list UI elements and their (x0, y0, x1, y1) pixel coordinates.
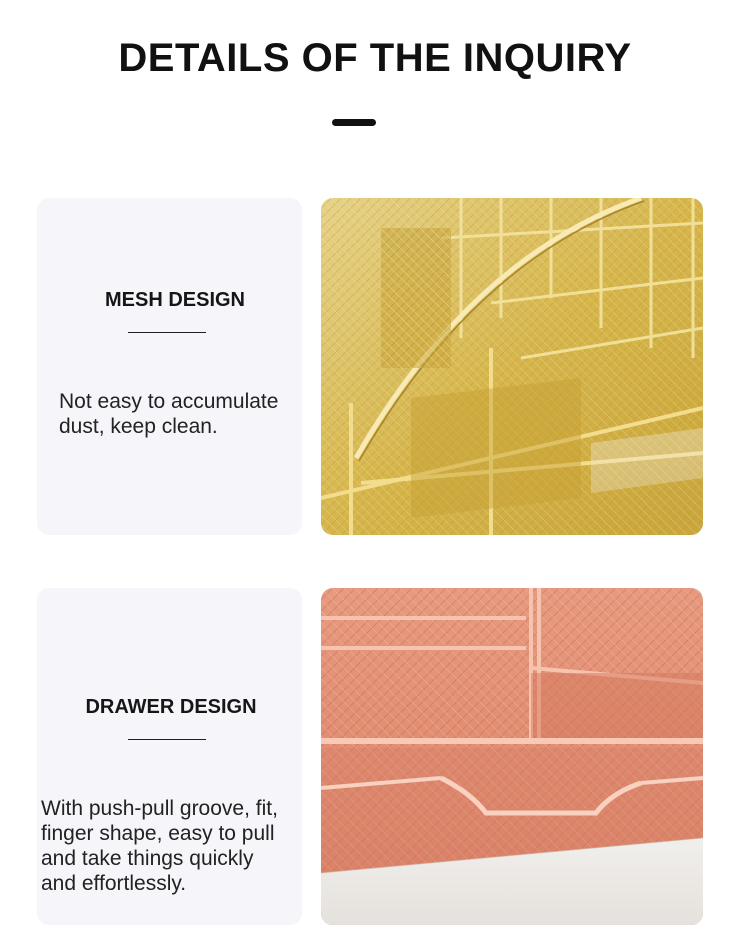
rose-gold-drawer-organizer-photo (321, 588, 703, 925)
drawer-design-divider (128, 739, 206, 740)
mesh-design-card (37, 198, 302, 535)
title-divider (332, 119, 376, 126)
page-title: DETAILS OF THE INQUIRY (118, 36, 632, 80)
mesh-design-description (59, 389, 299, 439)
description-line: and effortlessly. (41, 872, 187, 895)
drawer-design-heading: DRAWER DESIGN (85, 696, 257, 718)
description-line: and take things quickly (41, 847, 254, 870)
gold-mesh-organizer-photo (321, 198, 703, 535)
description-line: dust, keep clean. (59, 415, 218, 438)
mesh-design-divider (128, 332, 206, 333)
description-line: Not easy to accumulate (59, 390, 279, 413)
mesh-design-heading: MESH DESIGN (104, 289, 246, 311)
drawer-design-description (41, 796, 299, 896)
description-line: finger shape, easy to pull (41, 822, 275, 845)
description-line: With push-pull groove, fit, (41, 797, 278, 820)
drawer-design-card (37, 588, 302, 925)
